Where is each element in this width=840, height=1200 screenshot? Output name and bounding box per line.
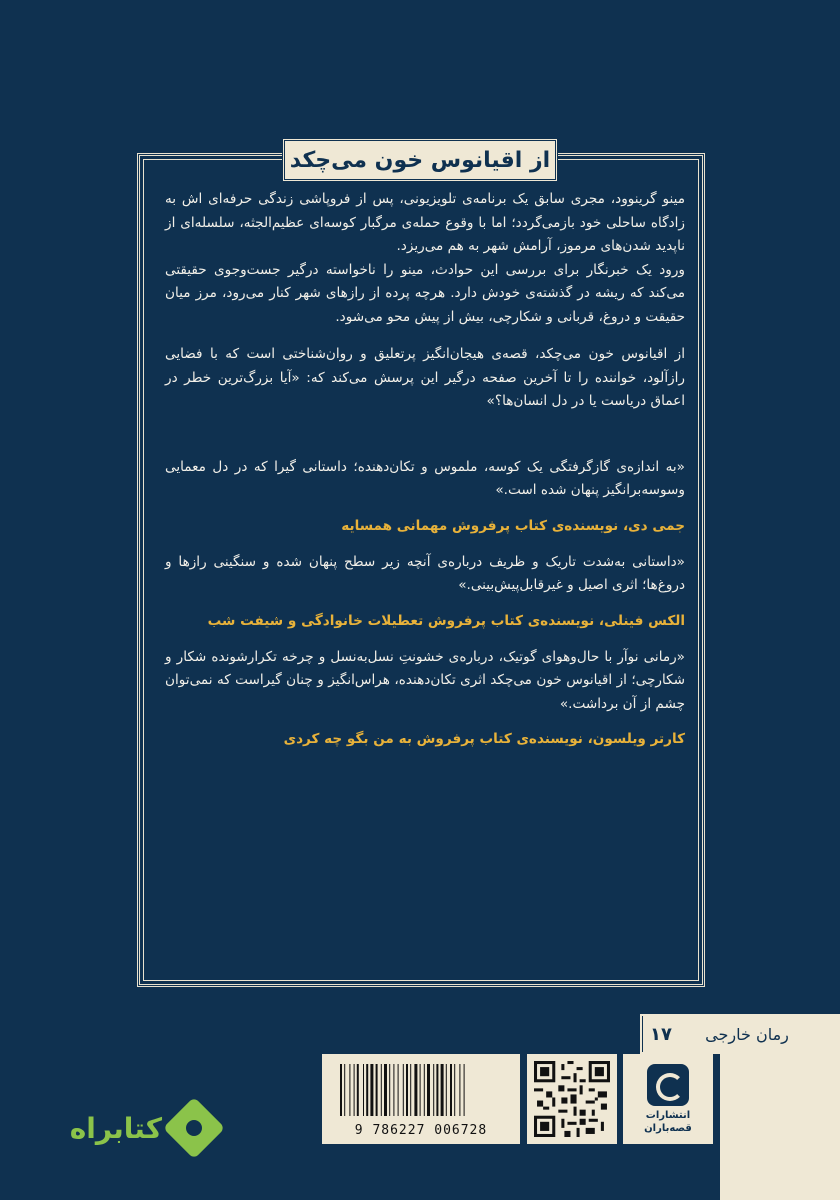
series-number: ۱۷ bbox=[642, 1016, 679, 1052]
barcode bbox=[322, 1054, 520, 1144]
barcode-icon bbox=[322, 1054, 520, 1122]
review-author-3: کارتر ویلسون، نویسنده‌ی کتاب پرفروش به من بگو چه کردی bbox=[283, 731, 685, 747]
publisher-box bbox=[623, 1054, 713, 1144]
synopsis-paragraph-3: از اقیانوس خون می‌چکد، قصه‌ی هیجان‌انگیز پرتعلیق و روان‌شناختی است که با فضایی رازآلود، خواننده را تا آخرین صفحه درگیر این پرسش می‌کند که: «آیا بزرگ‌ترین خطر در اعماق دریاست یا در دل انسان‌ها؟» bbox=[165, 346, 685, 409]
review-quote-2: «داستانی به‌شدت تاریک و ظریف درباره‌ی آنچه زیر سطح پنهان شده و سنگینی رازها و دروغ‌ها؛ اثری اصیل و غیرقابل‌پیش‌بینی.» bbox=[165, 553, 685, 593]
review-author-1: جمی دی، نویسنده‌ی کتاب پرفروش مهمانی همسایه bbox=[341, 517, 685, 534]
synopsis-paragraph-1: مینو گرینوود، مجری سابق یک برنامه‌ی تلویزیونی، پس از فروپاشی زندگی حرفه‌ای اش به زادگاه ساحلی خود بازمی‌گردد؛ اما با وقوع حمله‌ی مرگبار کوسه‌ای عظیم‌الجثه، سلسله‌ای از ناپدید شدن‌های مرموز، آرامش شهر به هم می‌ریزد. bbox=[165, 191, 685, 254]
back-cover-text bbox=[165, 188, 685, 764]
qr-code bbox=[527, 1054, 617, 1144]
brand-logo bbox=[42, 1095, 222, 1161]
synopsis-paragraph-2: ورود یک خبرنگار برای بررسی این حوادث، مینو را ناخواسته درگیر جست‌وجوی حقیقتی می‌کند که ریشه در گذشته‌ی خودش دارد. هرچه پرده از رازهای شهر کنار می‌رود، مرز میان حقیقت و دروغ، قربانی و شکارچی، بیش از پیش محو می‌شود. bbox=[165, 261, 685, 325]
spine-strip bbox=[720, 1054, 840, 1200]
review-author-2: الکس فینلی، نویسنده‌ی کتاب پرفروش تعطیلات خانوادگی و شیفت شب bbox=[207, 612, 685, 629]
publisher-line-2: قصه‌باران bbox=[644, 1122, 692, 1134]
isbn-number: 9 786227 006728 bbox=[354, 1123, 488, 1138]
publisher-logo-icon bbox=[647, 1064, 689, 1106]
qr-code-icon bbox=[534, 1061, 610, 1137]
title-box bbox=[282, 138, 558, 182]
review-quote-3: «رمانی نوآر با حال‌وهوای گوتیک، درباره‌ی خشونتِ نسل‌به‌نسل و چرخه تکرارشونده شکار و شکارچی؛ از اقیانوس خون می‌چکد اثری تکان‌دهنده، هراس‌انگیز و چنان گیراست که نمی‌توان چشم از آن برداشت.» bbox=[165, 648, 685, 712]
brand-logo-text: کتابراه bbox=[69, 1111, 162, 1145]
publisher-line-1: انتشارات bbox=[645, 1109, 691, 1121]
review-quote-1: «به اندازه‌ی گازگرفتگی یک کوسه، ملموس و تکان‌دهنده؛ داستانی گیرا که در دل معمایی وسوسه‌برانگیز پنهان شده است.» bbox=[165, 458, 685, 498]
book-title: از اقیانوس خون می‌چکد bbox=[289, 147, 551, 173]
publisher-name bbox=[644, 1109, 692, 1135]
brand-logo-icon bbox=[163, 1097, 225, 1159]
series-label: رمان خارجی bbox=[705, 1024, 789, 1044]
